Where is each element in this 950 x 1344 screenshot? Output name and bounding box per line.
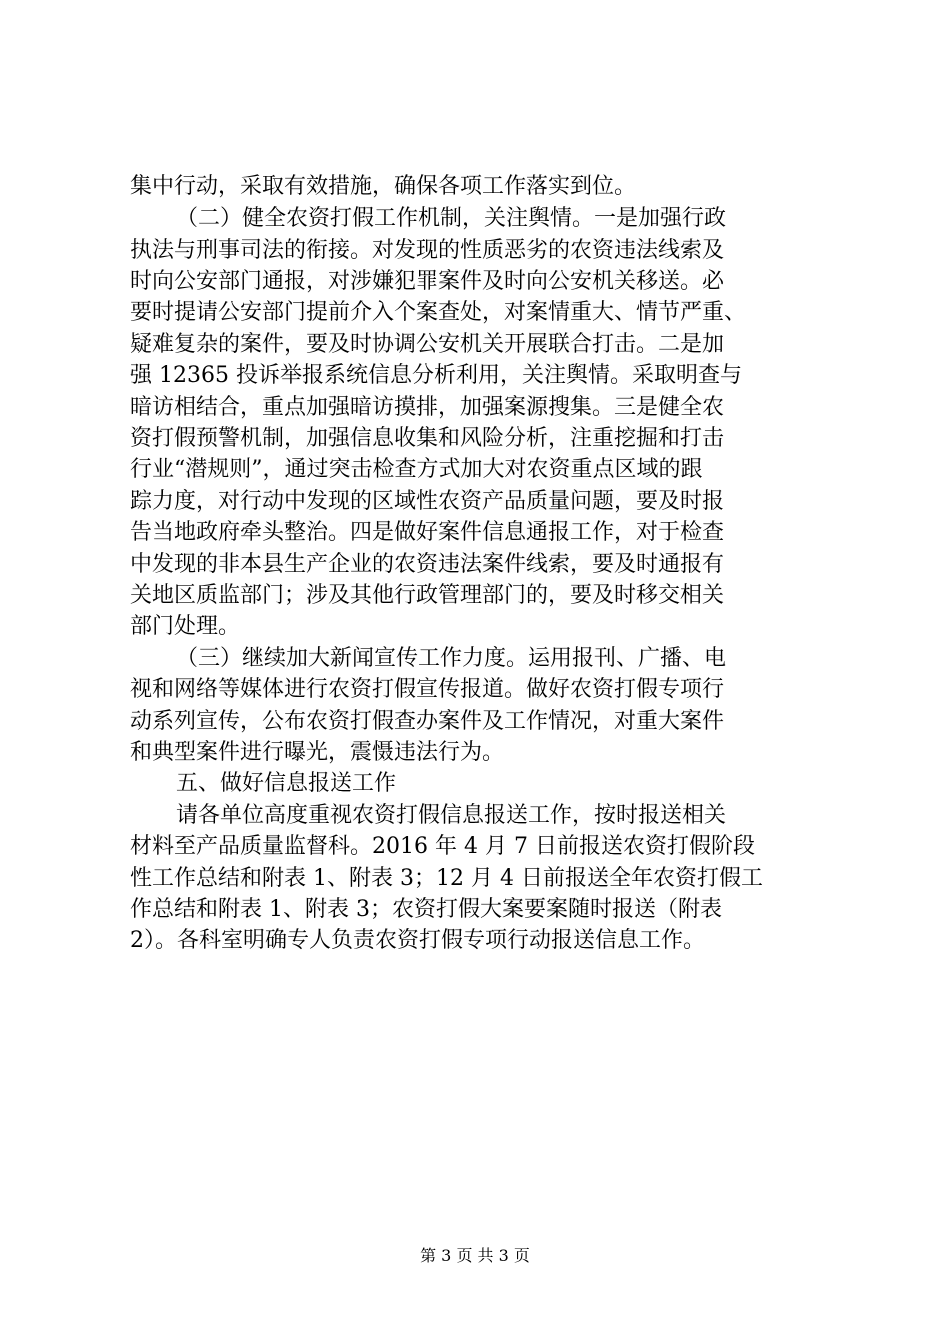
- text-line: 疑难复杂的案件，要及时协调公安机关开展联合打击。二是加: [130, 332, 725, 357]
- text-line: 强 12365 投诉举报系统信息分析利用，关注舆情。采取明查与: [130, 363, 742, 388]
- text-line: 执法与刑事司法的衔接。对发现的性质恶劣的农资违法线索及: [130, 238, 725, 263]
- text-line: 告当地政府牵头整治。四是做好案件信息通报工作，对于检查: [130, 520, 725, 545]
- text-line: 请各单位高度重视农资打假信息报送工作，按时报送相关: [176, 803, 727, 828]
- text-line: 中发现的非本县生产企业的农资违法案件线索，要及时通报有: [130, 552, 725, 577]
- text-line: 动系列宣传，公布农资打假查办案件及工作情况，对重大案件: [130, 709, 725, 734]
- text-line: 关地区质监部门；涉及其他行政管理部门的，要及时移交相关: [130, 583, 725, 608]
- text-line: 行业“潜规则”，通过突击检查方式加大对农资重点区域的跟: [130, 457, 703, 482]
- text-line: （三）继续加大新闻宣传工作力度。运用报刊、广播、电: [176, 646, 727, 671]
- text-line: 2）。各科室明确专人负责农资打假专项行动报送信息工作。: [130, 928, 705, 953]
- text-line: 性工作总结和附表 1、附表 3；12 月 4 日前报送全年农资打假工: [130, 866, 763, 891]
- section-heading: 五、做好信息报送工作: [176, 771, 397, 796]
- text-line: 视和网络等媒体进行农资打假宣传报道。做好农资打假专项行: [130, 677, 725, 702]
- text-line: 和典型案件进行曝光，震慑违法行为。: [130, 740, 505, 765]
- page-number-footer: 第 3 页 共 3 页: [420, 1246, 530, 1265]
- text-line: 踪力度，对行动中发现的区域性农资产品质量问题，要及时报: [130, 489, 725, 514]
- text-line: 时向公安部门通报，对涉嫌犯罪案件及时向公安机关移送。必: [130, 269, 725, 294]
- text-line: 要时提请公安部门提前介入个案查处，对案情重大、情节严重、: [130, 300, 747, 325]
- text-line: 材料至产品质量监督科。2016 年 4 月 7 日前报送农资打假阶段: [130, 834, 755, 859]
- text-line: 暗访相结合，重点加强暗访摸排，加强案源搜集。三是健全农: [130, 395, 725, 420]
- text-line: 资打假预警机制，加强信息收集和风险分析，注重挖掘和打击: [130, 426, 725, 451]
- text-line: 集中行动，采取有效措施，确保各项工作落实到位。: [130, 174, 637, 199]
- text-line: 作总结和附表 1、附表 3；农资打假大案要案随时报送（附表: [130, 897, 722, 922]
- text-line: 部门处理。: [130, 614, 241, 639]
- text-line: （二）健全农资打假工作机制，关注舆情。一是加强行政: [176, 206, 727, 231]
